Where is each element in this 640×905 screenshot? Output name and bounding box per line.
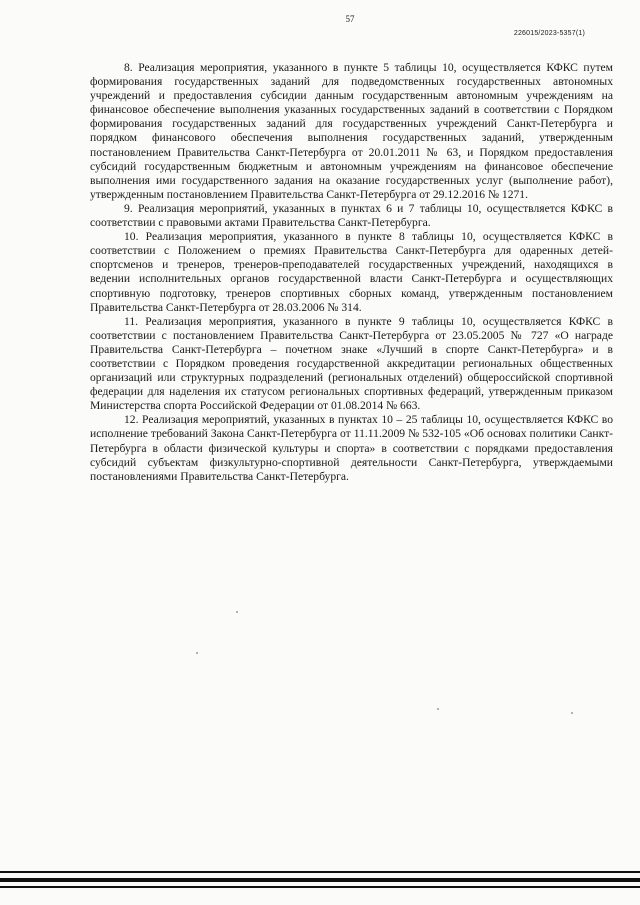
body-text — [90, 61, 613, 484]
scan-speck — [437, 708, 439, 710]
scan-edge-line — [0, 878, 640, 882]
document-id: 226015/2023-5357(1) — [513, 30, 585, 37]
scan-speck — [236, 611, 238, 613]
page-number: 57 — [345, 14, 355, 24]
paragraph-11: 11. Реализация мероприятия, указанного в пункте 9 таблицы 10, осуществляется КФКС в соответствии с постановлением Правительства Санкт-Петербурга от 23.05.2005 № 727 «О награде Правительства Санкт-Петербурга – почетном знаке «Лучший в спорте Санкт-Петербурга» и в соответствии с Порядком проведения государственной аккредитации региональных общественных организаций или структурных подразделений (региональных отделений) общероссийской спортивной федерации для наделения их статусом региональных спортивных федераций, утвержденным приказом Министерства спорта Российской Федерации от 01.08.2014 № 663. — [90, 314, 613, 413]
paragraph-9: 9. Реализация мероприятий, указанных в пунктах 6 и 7 таблицы 10, осуществляется КФКС в соответствии с правовыми актами Правительства Санкт-Петербурга. — [90, 201, 613, 230]
scan-speck — [571, 712, 573, 714]
paragraph-8: 8. Реализация мероприятия, указанного в пункте 5 таблицы 10, осуществляется КФКС путем формирования государственных заданий для подведомственных государственных автономных учреждений и предоставления субсидии данным государственным автономным учреждениям на финансовое обеспечение выполнения указанных государственных заданий в соответствии с Порядком формирования государственных заданий для государственных учреждений Санкт-Петербурга и порядком финансового обеспечения выполнения государственных заданий, утвержденным постановлением Правительства Санкт-Петербурга от 20.01.2011 № 63, и Порядком предоставления субсидий государственным бюджетным и автономным учреждениям на финансовое обеспечение выполнения ими государственного задания на оказание государственных услуг (выполнение работ), утвержденным постановлением Правительства Санкт-Петербурга от 29.12.2016 № 1271. — [90, 61, 613, 201]
paragraph-12: 12. Реализация мероприятий, указанных в пунктах 10 – 25 таблицы 10, осуществляется КФКС во исполнение требований Закона Санкт-Петербурга от 11.11.2009 № 532-105 «Об основах политики Санкт-Петербурга в области физической культуры и спорта» в соответствии с порядками предоставления субсидий субъектам физкультурно-спортивной деятельности Санкт-Петербурга, утверждаемыми постановлениями Правительства Санкт-Петербурга. — [90, 413, 613, 483]
paragraph-10: 10. Реализация мероприятия, указанного в пункте 8 таблицы 10, осуществляется КФКС в соответствии с Положением о премиях Правительства Санкт-Петербурга для одаренных детей-спортсменов и тренеров, тренеров-преподавателей государственных учреждений, находящихся в ведении исполнительных органов государственной власти Санкт-Петербурга и осуществляющих спортивную подготовку, тренеров спортивных сборных команд, утвержденным постановлением Правительства Санкт-Петербурга от 28.03.2006 № 314. — [90, 230, 613, 314]
scan-edge-line — [0, 886, 640, 888]
scan-speck — [196, 652, 198, 654]
scan-edge-line — [0, 871, 640, 873]
